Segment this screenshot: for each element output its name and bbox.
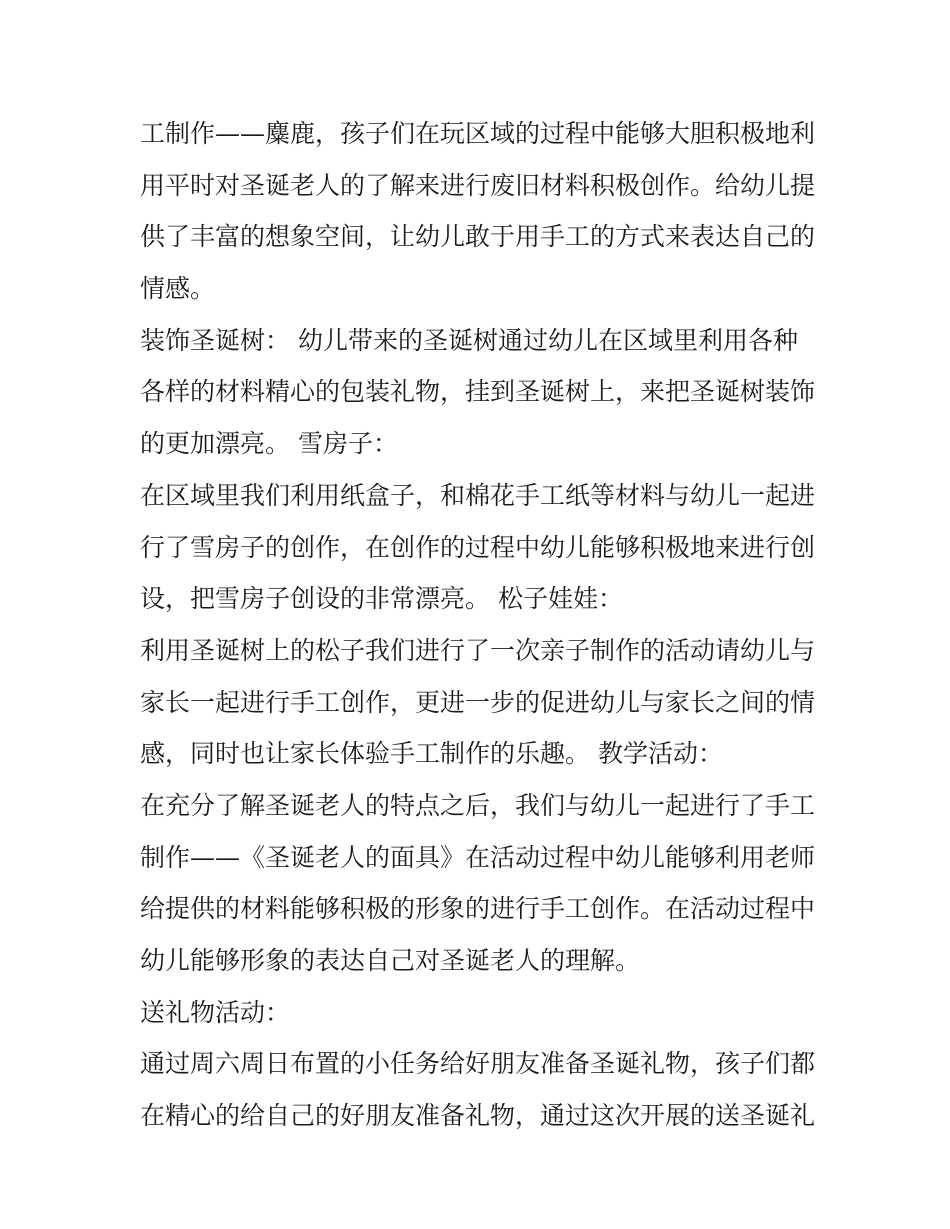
section-heading-line: 送礼物活动： — [140, 997, 291, 1027]
text-line: 感，同时也让家长体验手工制作的乐趣。 教学活动： — [140, 739, 723, 769]
text-line: 家长一起进行手工创作，更进一步的促进幼儿与家长之间的情 — [140, 687, 816, 717]
text-line: 在充分了解圣诞老人的特点之后，我们与幼儿一起进行了手工 — [140, 790, 816, 820]
text-line: 通过周六周日布置的小任务给好朋友准备圣诞礼物，孩子们都 — [140, 1049, 816, 1079]
text-line: 的更加漂亮。 雪房子： — [140, 429, 398, 459]
text-line: 在精心的给自己的好朋友准备礼物，通过这次开展的送圣诞礼 — [140, 1101, 816, 1131]
text-line: 给提供的材料能够积极的形象的进行手工创作。在活动过程中 — [140, 894, 816, 924]
text-line: 情感。 — [140, 274, 216, 304]
text-line: 供了丰富的想象空间，让幼儿敢于用手工的方式来表达自己的 — [140, 222, 816, 252]
text-line: 各样的材料精心的包装礼物，挂到圣诞树上，来把圣诞树装饰 — [140, 377, 816, 407]
text-line: 制作——《圣诞老人的面具》在活动过程中幼儿能够利用老师 — [140, 842, 816, 872]
text-line: 利用圣诞树上的松子我们进行了一次亲子制作的活动请幼儿与 — [140, 635, 816, 665]
text-line: 设，把雪房子创设的非常漂亮。 松子娃娃： — [140, 584, 623, 614]
text-line: 在区域里我们利用纸盒子，和棉花手工纸等材料与幼儿一起进 — [140, 480, 816, 510]
text-line: 工制作——麋鹿，孩子们在玩区域的过程中能够大胆积极地利 — [140, 119, 816, 148]
section-heading-line: 装饰圣诞树： 幼儿带来的圣诞树通过幼儿在区域里利用各种 — [140, 325, 798, 355]
text-line: 用平时对圣诞老人的了解来进行废旧材料积极创作。给幼儿提 — [140, 170, 816, 200]
document-body — [140, 108, 820, 1142]
text-line: 幼儿能够形象的表达自己对圣诞老人的理解。 — [140, 946, 641, 975]
text-line: 行了雪房子的创作，在创作的过程中幼儿能够积极地来进行创 — [140, 532, 816, 562]
